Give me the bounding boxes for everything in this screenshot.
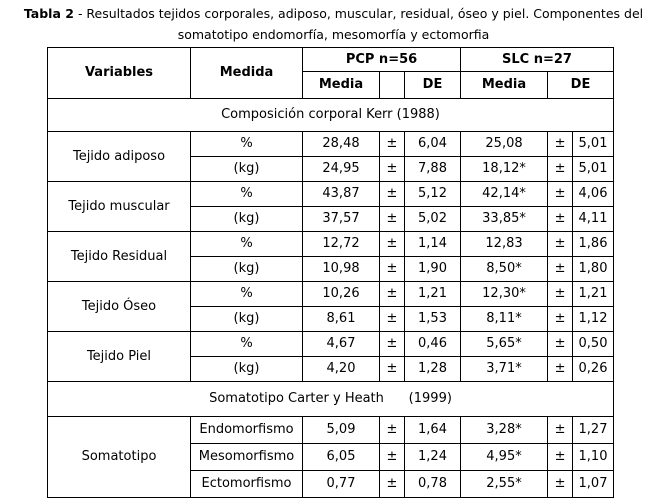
row-variable: Tejido muscular: [48, 182, 191, 232]
cell-pcp-media: 4,67: [303, 332, 380, 357]
cell-slc-de: 1,10: [573, 444, 614, 471]
col-header-slc-de: DE: [548, 72, 614, 99]
table-caption: [0, 0, 667, 45]
cell-pcp-media: 37,57: [303, 207, 380, 232]
cell-slc-de: 1,27: [573, 417, 614, 444]
row-variable: Somatotipo: [48, 417, 191, 498]
plus-minus-symbol: ±: [548, 471, 573, 498]
cell-slc-media: 3,71*: [461, 357, 548, 382]
plus-minus-symbol: ±: [548, 182, 573, 207]
plus-minus-symbol: ±: [380, 332, 405, 357]
row-variable: Tejido Piel: [48, 332, 191, 382]
cell-slc-de: 5,01: [573, 132, 614, 157]
cell-slc-de: 1,21: [573, 282, 614, 307]
plus-minus-symbol: ±: [380, 307, 405, 332]
cell-medida: (kg): [191, 257, 303, 282]
cell-pcp-de: 1,24: [405, 444, 461, 471]
cell-pcp-de: 1,53: [405, 307, 461, 332]
cell-medida: Mesomorfismo: [191, 444, 303, 471]
caption-table-number: Tabla 2: [23, 6, 74, 21]
cell-pcp-media: 0,77: [303, 471, 380, 498]
cell-slc-de: 1,12: [573, 307, 614, 332]
cell-medida: %: [191, 182, 303, 207]
cell-pcp-media: 12,72: [303, 232, 380, 257]
col-header-slc-media: Media: [461, 72, 548, 99]
cell-slc-media: 8,50*: [461, 257, 548, 282]
col-header-pcp-media: Media: [303, 72, 380, 99]
plus-minus-symbol: ±: [380, 282, 405, 307]
cell-medida: %: [191, 332, 303, 357]
cell-slc-media: 12,83: [461, 232, 548, 257]
plus-minus-symbol: ±: [548, 307, 573, 332]
row-variable: Tejido adiposo: [48, 132, 191, 182]
plus-minus-symbol: ±: [380, 157, 405, 182]
plus-minus-symbol: ±: [548, 207, 573, 232]
cell-slc-media: 12,30*: [461, 282, 548, 307]
cell-slc-de: 0,50: [573, 332, 614, 357]
cell-medida: (kg): [191, 157, 303, 182]
cell-slc-de: 1,86: [573, 232, 614, 257]
cell-pcp-de: 5,12: [405, 182, 461, 207]
cell-pcp-media: 6,05: [303, 444, 380, 471]
cell-pcp-media: 28,48: [303, 132, 380, 157]
cell-slc-de: 0,26: [573, 357, 614, 382]
col-header-medida: Medida: [191, 48, 303, 99]
plus-minus-symbol: ±: [380, 471, 405, 498]
cell-slc-media: 8,11*: [461, 307, 548, 332]
cell-pcp-de: 1,21: [405, 282, 461, 307]
cell-pcp-de: 5,02: [405, 207, 461, 232]
plus-minus-symbol: ±: [548, 157, 573, 182]
results-table: [47, 47, 614, 498]
row-variable: Tejido Óseo: [48, 282, 191, 332]
plus-minus-symbol: ±: [380, 182, 405, 207]
cell-slc-media: 3,28*: [461, 417, 548, 444]
plus-minus-symbol: ±: [380, 232, 405, 257]
cell-medida: %: [191, 132, 303, 157]
caption-line-2: somatotipo endomorfía, mesomorfía y ectomorfia: [177, 27, 490, 42]
cell-slc-media: 33,85*: [461, 207, 548, 232]
cell-slc-media: 4,95*: [461, 444, 548, 471]
plus-minus-symbol: ±: [548, 257, 573, 282]
plus-minus-symbol: ±: [548, 282, 573, 307]
col-header-pcp-de: DE: [405, 72, 461, 99]
cell-slc-media: 5,65*: [461, 332, 548, 357]
cell-medida: Ectomorfismo: [191, 471, 303, 498]
cell-medida: %: [191, 282, 303, 307]
cell-medida: (kg): [191, 307, 303, 332]
cell-slc-de: 1,80: [573, 257, 614, 282]
plus-minus-symbol: ±: [548, 332, 573, 357]
cell-slc-media: 42,14*: [461, 182, 548, 207]
cell-pcp-de: 1,90: [405, 257, 461, 282]
plus-minus-symbol: ±: [380, 257, 405, 282]
col-header-group-pcp: PCP n=56: [303, 48, 461, 72]
cell-pcp-media: 10,26: [303, 282, 380, 307]
cell-slc-de: 5,01: [573, 157, 614, 182]
col-header-group-slc: SLC n=27: [461, 48, 614, 72]
plus-minus-symbol: ±: [380, 357, 405, 382]
col-header-variables: Variables: [48, 48, 191, 99]
cell-pcp-de: 6,04: [405, 132, 461, 157]
cell-medida: Endomorfismo: [191, 417, 303, 444]
plus-minus-symbol: ±: [548, 232, 573, 257]
plus-minus-symbol: ±: [380, 444, 405, 471]
cell-pcp-de: 0,46: [405, 332, 461, 357]
row-variable: Tejido Residual: [48, 232, 191, 282]
plus-minus-symbol: ±: [380, 417, 405, 444]
cell-slc-media: 2,55*: [461, 471, 548, 498]
caption-line-1: [0, 3, 667, 24]
cell-slc-de: 4,11: [573, 207, 614, 232]
cell-slc-de: 4,06: [573, 182, 614, 207]
plus-minus-symbol: ±: [548, 357, 573, 382]
cell-slc-de: 1,07: [573, 471, 614, 498]
plus-minus-symbol: ±: [548, 132, 573, 157]
cell-pcp-media: 43,87: [303, 182, 380, 207]
cell-pcp-de: 7,88: [405, 157, 461, 182]
caption-line-1-text: - Resultados tejidos corporales, adiposo, muscular, residual, óseo y piel. Componentes del: [77, 6, 644, 21]
plus-minus-symbol: ±: [548, 417, 573, 444]
cell-pcp-media: 8,61: [303, 307, 380, 332]
cell-slc-media: 25,08: [461, 132, 548, 157]
cell-pcp-de: 1,64: [405, 417, 461, 444]
cell-slc-media: 18,12*: [461, 157, 548, 182]
plus-minus-symbol: ±: [380, 207, 405, 232]
cell-medida: %: [191, 232, 303, 257]
plus-minus-symbol: ±: [380, 132, 405, 157]
section-header-composicion: Composición corporal Kerr (1988): [48, 99, 614, 132]
cell-pcp-media: 5,09: [303, 417, 380, 444]
cell-pcp-de: 1,28: [405, 357, 461, 382]
cell-medida: (kg): [191, 207, 303, 232]
cell-pcp-media: 10,98: [303, 257, 380, 282]
section-header-somatotipo: Somatotipo Carter y Heath (1999): [48, 382, 614, 417]
cell-medida: (kg): [191, 357, 303, 382]
cell-pcp-de: 0,78: [405, 471, 461, 498]
plus-minus-symbol: ±: [548, 444, 573, 471]
cell-pcp-media: 24,95: [303, 157, 380, 182]
cell-pcp-media: 4,20: [303, 357, 380, 382]
col-header-pcp-spacer: [380, 72, 405, 99]
cell-pcp-de: 1,14: [405, 232, 461, 257]
